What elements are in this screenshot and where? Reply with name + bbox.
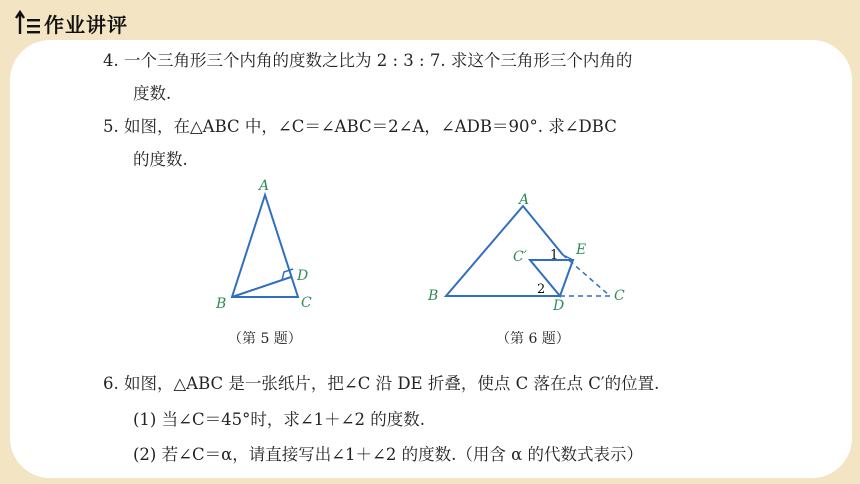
problem-4-line-1: 4. 一个三角形三个内角的度数之比为 2 : 3 : 7. 求这个三角形三个内角的 <box>103 51 633 70</box>
fig6-angle-1: 1 <box>550 248 559 263</box>
figure-5-triangle <box>215 178 312 312</box>
fig6-angle-2: 2 <box>537 282 546 297</box>
figure-6-caption: （第 6 题） <box>496 331 570 347</box>
fig5-label-b: B <box>216 296 227 312</box>
page-title: 作业讲评 <box>44 13 128 37</box>
fig6-label-b: B <box>428 288 439 304</box>
fig6-label-c-prime: C′ <box>513 249 527 265</box>
figure-5-caption: （第 5 题） <box>228 331 302 347</box>
problem-6-question-2: (2) 若∠C＝α，请直接写出∠1＋∠2 的度数.（用含 α 的代数式表示） <box>133 445 643 464</box>
fig6-label-e: E <box>576 242 587 258</box>
fig6-label-d: D <box>553 298 565 314</box>
fig5-label-a: A <box>259 178 270 194</box>
figure-6-triangle <box>427 192 625 314</box>
fig5-label-c: C <box>301 295 312 311</box>
homework-card <box>10 40 852 478</box>
header-bar <box>0 0 860 44</box>
problem-5-line-2: 的度数. <box>133 150 188 169</box>
fig6-label-c: C <box>614 288 625 304</box>
problem-6-line-1: 6. 如图，△ABC 是一张纸片，把∠C 沿 DE 折叠，使点 C 落在点 C′的位置. <box>103 374 660 393</box>
problem-5-line-1: 5. 如图，在△ABC 中，∠C＝∠ABC＝2∠A，∠ADB＝90°. 求∠DBC <box>103 117 617 136</box>
fig5-label-d: D <box>297 268 309 284</box>
list-up-arrow-icon <box>14 10 44 36</box>
problem-6-question-1: (1) 当∠C＝45°时，求∠1＋∠2 的度数. <box>133 410 425 429</box>
problem-4-line-2: 度数. <box>133 84 172 103</box>
fig6-label-a: A <box>519 192 530 208</box>
